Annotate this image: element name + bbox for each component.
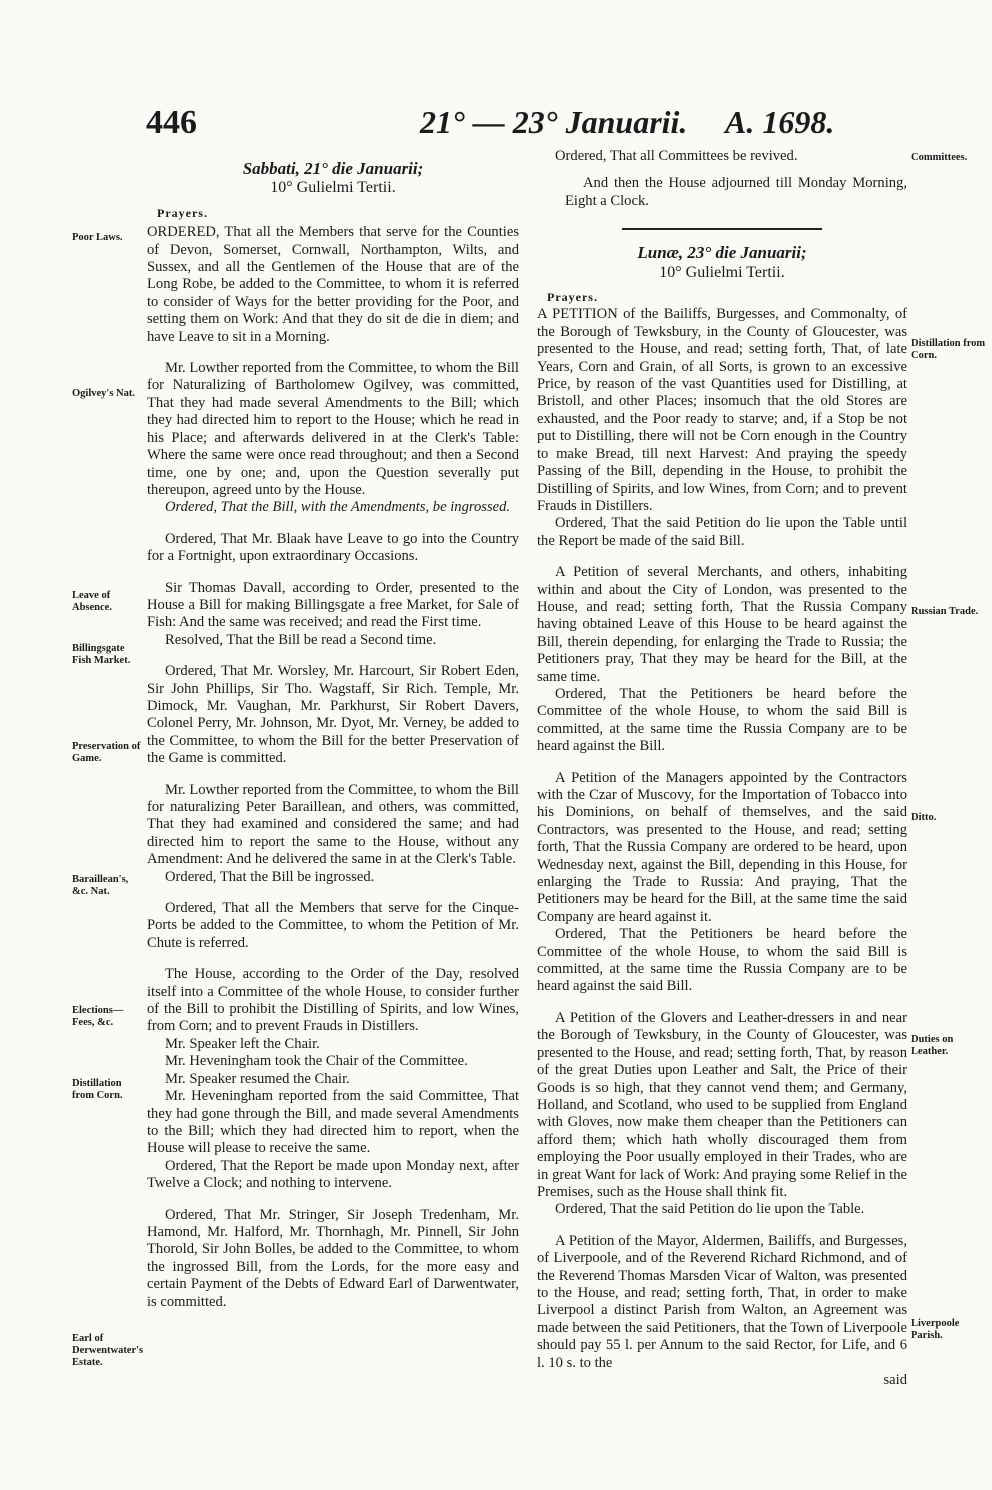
catchword: said [883, 1372, 907, 1388]
entry-merchants [537, 564, 907, 755]
margin-note: Ditto. [911, 812, 937, 823]
right-column [537, 148, 907, 1403]
margin-note: Ogilvey's Nat. [72, 388, 135, 399]
margin-note: Liverpoole Parish. [911, 1318, 960, 1341]
entry-tewksbury [537, 306, 907, 550]
entry-text: Ordered, That Mr. Stringer, Sir Joseph Tredenham, Mr. Hamond, Mr. Halford, Mr. Thornhagh, Mr. Pinnell, Sir John Thorold, Sir John Bolles, be added to the Committee, to whom the ingrossed Bill, from the Lords, for the more easy and certain Payment of the Debts of Edward Earl of Darwentwater, is committed. [147, 1206, 519, 1310]
header-dates: 21° — 23° Januarii. [420, 104, 688, 140]
margin-note: Earl of Derwentwater's Estate. [72, 1333, 144, 1368]
entry-order: Ordered, That the said Petition do lie upon the Table until the Report be made of the said Bill. [537, 515, 907, 549]
left-reign: 10° Gulielmi Tertii. [270, 179, 396, 197]
entry-order: Ordered, That the Bill be ingrossed. [165, 868, 375, 885]
entry-derwentwater [147, 1207, 519, 1311]
adjournment: And then the House adjourned till Monday Morning, Eight a Clock. [565, 175, 907, 209]
entry-billingsgate [147, 580, 519, 650]
entry-order: Ordered, That the Petitioners be heard before the Committee of the whole House, to whom the said Bill is committed, at the same time the Russia Company are to be heard against the Bill. [537, 685, 907, 755]
entry-order: Ordered, That the Bill, with the Amendments, be ingrossed. [165, 499, 511, 516]
left-date: Sabbati, 21° die Januarii; [242, 159, 424, 178]
section-rule [622, 228, 822, 230]
entry-leave [147, 531, 519, 566]
entry-distillation [147, 966, 519, 1192]
left-prayers: Prayers. [157, 205, 208, 220]
entry-text: Sir Thomas Davall, according to Order, presented to the House a Bill for making Billingsgate a free Market, for Sale of Fish: And the same was received; and read the First time. [147, 579, 519, 631]
left-column [147, 160, 519, 1325]
margin-note: Preservation of Game. [72, 741, 141, 764]
right-reign: 10° Gulielmi Tertii. [659, 263, 785, 281]
entry-managers [537, 770, 907, 996]
entry-line: Mr. Speaker resumed the Chair. [165, 1070, 350, 1087]
margin-note: Billingsgate Fish Market. [72, 643, 131, 666]
margin-note: Distillation from Corn. [911, 338, 986, 361]
page-number: 446 [146, 104, 197, 141]
entry-text: Mr. Lowther reported from the Committee, to whom the Bill for Naturalizing of Bartholomew Ogilvey, was committed, That they had made several Amendments to the Bill; which they had directed him to report to the House; which he read in his Place; and afterwards delivered in at the Clerk's Table: Where the same were once read throughout; and then a Second time, one by one; and, upon the Question severally put thereupon, agreed unto by the House. [147, 360, 519, 498]
entry-text: Ordered, That Mr. Blaak have Leave to go into the Country for a Fortnight, upon extraordinary Occasions. [147, 530, 519, 565]
right-prayers: Prayers. [547, 290, 598, 305]
entry-poor-laws [147, 224, 519, 346]
committees-order: Ordered, That all Committees be revived. [555, 148, 798, 164]
right-date: Lunæ, 23° die Januarii; [637, 243, 807, 263]
margin-note: Russian Trade. [911, 606, 979, 617]
margin-note: Poor Laws. [72, 232, 123, 243]
entry-line: Mr. Heveningham took the Chair of the Committee. [165, 1053, 468, 1070]
entry-text: ORDERED, That all the Members that serve for the Counties of Devon, Somerset, Cornwall, Northampton, Wilts, and Sussex, and all the Gentlemen of the House that are of the Long Robe, be added to the Committee, to whom it is referred to consider of Ways for the better providing for the Poor, and setting them on Work: And that they do sit de die in diem; and have Leave to sit in a Morning. [147, 224, 519, 345]
entry-order: Ordered, That the Petitioners be heard before the Committee of the whole House, to whom the said Bill is committed, at the same time the Russia Company are to be heard against the said Bill. [537, 926, 907, 995]
margin-note: Duties on Leather. [911, 1034, 954, 1057]
entry-text: Ordered, That all the Members that serve for the Cinque-Ports be added to the Committee, to whom the Petition of Mr. Chute is referred. [147, 900, 519, 951]
page-header [0, 104, 992, 144]
header-year: A. 1698. [725, 104, 835, 140]
entry-text: A Petition of several Merchants, and others, inhabiting within and about the City of London, was presented to the House, and read; setting forth, That the Russia Company having obtained Leave of this House to be heard against the Bill, therein depending, for enlarging the Trade to Russia; the Petitioners pray, That they may be heard for the Bill, at the same time. [537, 564, 907, 685]
entry-text: A PETITION of the Bailiffs, Burgesses, and Commonalty, of the Borough of Tewksbury, in the County of Gloucester, was presented to the House, and read; setting forth, That, of late Years, Corn and Grain, of all Sorts, is grown to an excessive Price, by reason of the vast Quantities used for Distilling, at Bristoll, and other Places; insomuch that the old Stores are exhausted, and the Poor ready to starve; and, if a Stop be not put to Distilling, there will not be Corn enough in the Country to make Bread, till next Harvest: And praying the speedy Passing of the Bill, depending in the House, to prohibit the Distilling of Spirits, and low Wines, from Corn; and to prevent Frauds in Distillers. [537, 306, 907, 514]
entry-game [147, 663, 519, 767]
margin-note: Distillation from Corn. [72, 1078, 123, 1101]
margin-note: Baraillean's, &c. Nat. [72, 874, 129, 897]
entry-ogilvey [147, 360, 519, 517]
entry-line: Mr. Speaker left the Chair. [165, 1035, 320, 1052]
entry-text: Mr. Lowther reported from the Committee, to whom the Bill for naturalizing Peter Baraillean, and others, was committed, That they had examined and considered the same; and had directed him to report the same to the House, without any Amendment: And he delivered the same in at the Clerk's Table. [147, 781, 519, 868]
margin-note: Leave of Absence. [72, 590, 112, 613]
entry-order: Ordered, That the said Petition do lie upon the Table. [555, 1201, 865, 1218]
entry-liverpoole [537, 1233, 907, 1390]
entry-text: A Petition of the Glovers and Leather-dressers in and near the Borough of Tewksbury, in the County of Gloucester, was presented to the House, and read; setting forth, That, by reason of the great Duties upon Leather and Salt, the Price of their Goods is so high, that they cannot vend them; and Germany, Holland, and Scotland, who used to be supplied from England with Gloves, now make them cheaper than the Petitioners can afford them; which hath wholly discouraged them from employing the Poor usually employed in their Trades, who are in great Want for lack of Work: And praying some Relief in the Premises, such as the House shall think fit. [537, 1009, 907, 1200]
entry-line: Ordered, That the Report be made upon Monday next, after Twelve a Clock; and nothing to intervene. [147, 1157, 519, 1192]
margin-note: Committees. [911, 152, 968, 163]
entry-order: Resolved, That the Bill be read a Second time. [165, 631, 437, 648]
entry-elections [147, 900, 519, 952]
entry-baraillean [147, 782, 519, 886]
margin-note: Elections—Fees, &c. [72, 1005, 124, 1028]
entry-glovers [537, 1010, 907, 1219]
entry-text: A Petition of the Mayor, Aldermen, Bailiffs, and Burgesses, of Liverpoole, and of the Reverend Richard Richmond, and of the Reverend Thomas Marsden Vicar of Walton, was presented to the House, and read; setting forth, That, in order to make Liverpool a distinct Parish from Walton, an Agreement was made between the said Petitioners, that the Town of Liverpoole should pay 55 l. per Annum to the said Rector, for Life, and 6 l. 10 s. to the [537, 1232, 907, 1371]
entry-text: A Petition of the Managers appointed by the Contractors with the Czar of Muscovy, for the Importation of Tobacco into his Dominions, on behalf of themselves, and the said Contractors, was presented to the House, and read; setting forth, That the Russia Company are ordered to be heard, upon Wednesday next, against the Bill, depending in this House, for enlarging the Trade to Russia: And praying, That the Petitioners may be heard for the Bill, at the same time the said Company are heard against it. [537, 769, 907, 925]
entry-line: Mr. Heveningham reported from the said Committee, That they had gone through the Bill, and made several Amendments to the Bill; which they had directed him to report, when the House will please to receive the same. [147, 1088, 519, 1157]
entry-text: Ordered, That Mr. Worsley, Mr. Harcourt, Sir Robert Eden, Sir John Phillips, Sir Tho. Wagstaff, Sir Rich. Temple, Mr. Dimock, Mr. Vaughan, Mr. Parkhurst, Sir Robert Davers, Colonel Perry, Mr. Johnson, Mr. Dyot, Mr. Verney, be added to the Committee, to whom the Bill for the better Preservation of the Game is committed. [147, 663, 519, 767]
entry-text: The House, according to the Order of the Day, resolved itself into a Committee of the whole House, to consider further of the Bill to prohibit the Distilling of Spirits, and low Wines, from Corn; and to prevent Frauds in Distillers. [147, 966, 519, 1035]
